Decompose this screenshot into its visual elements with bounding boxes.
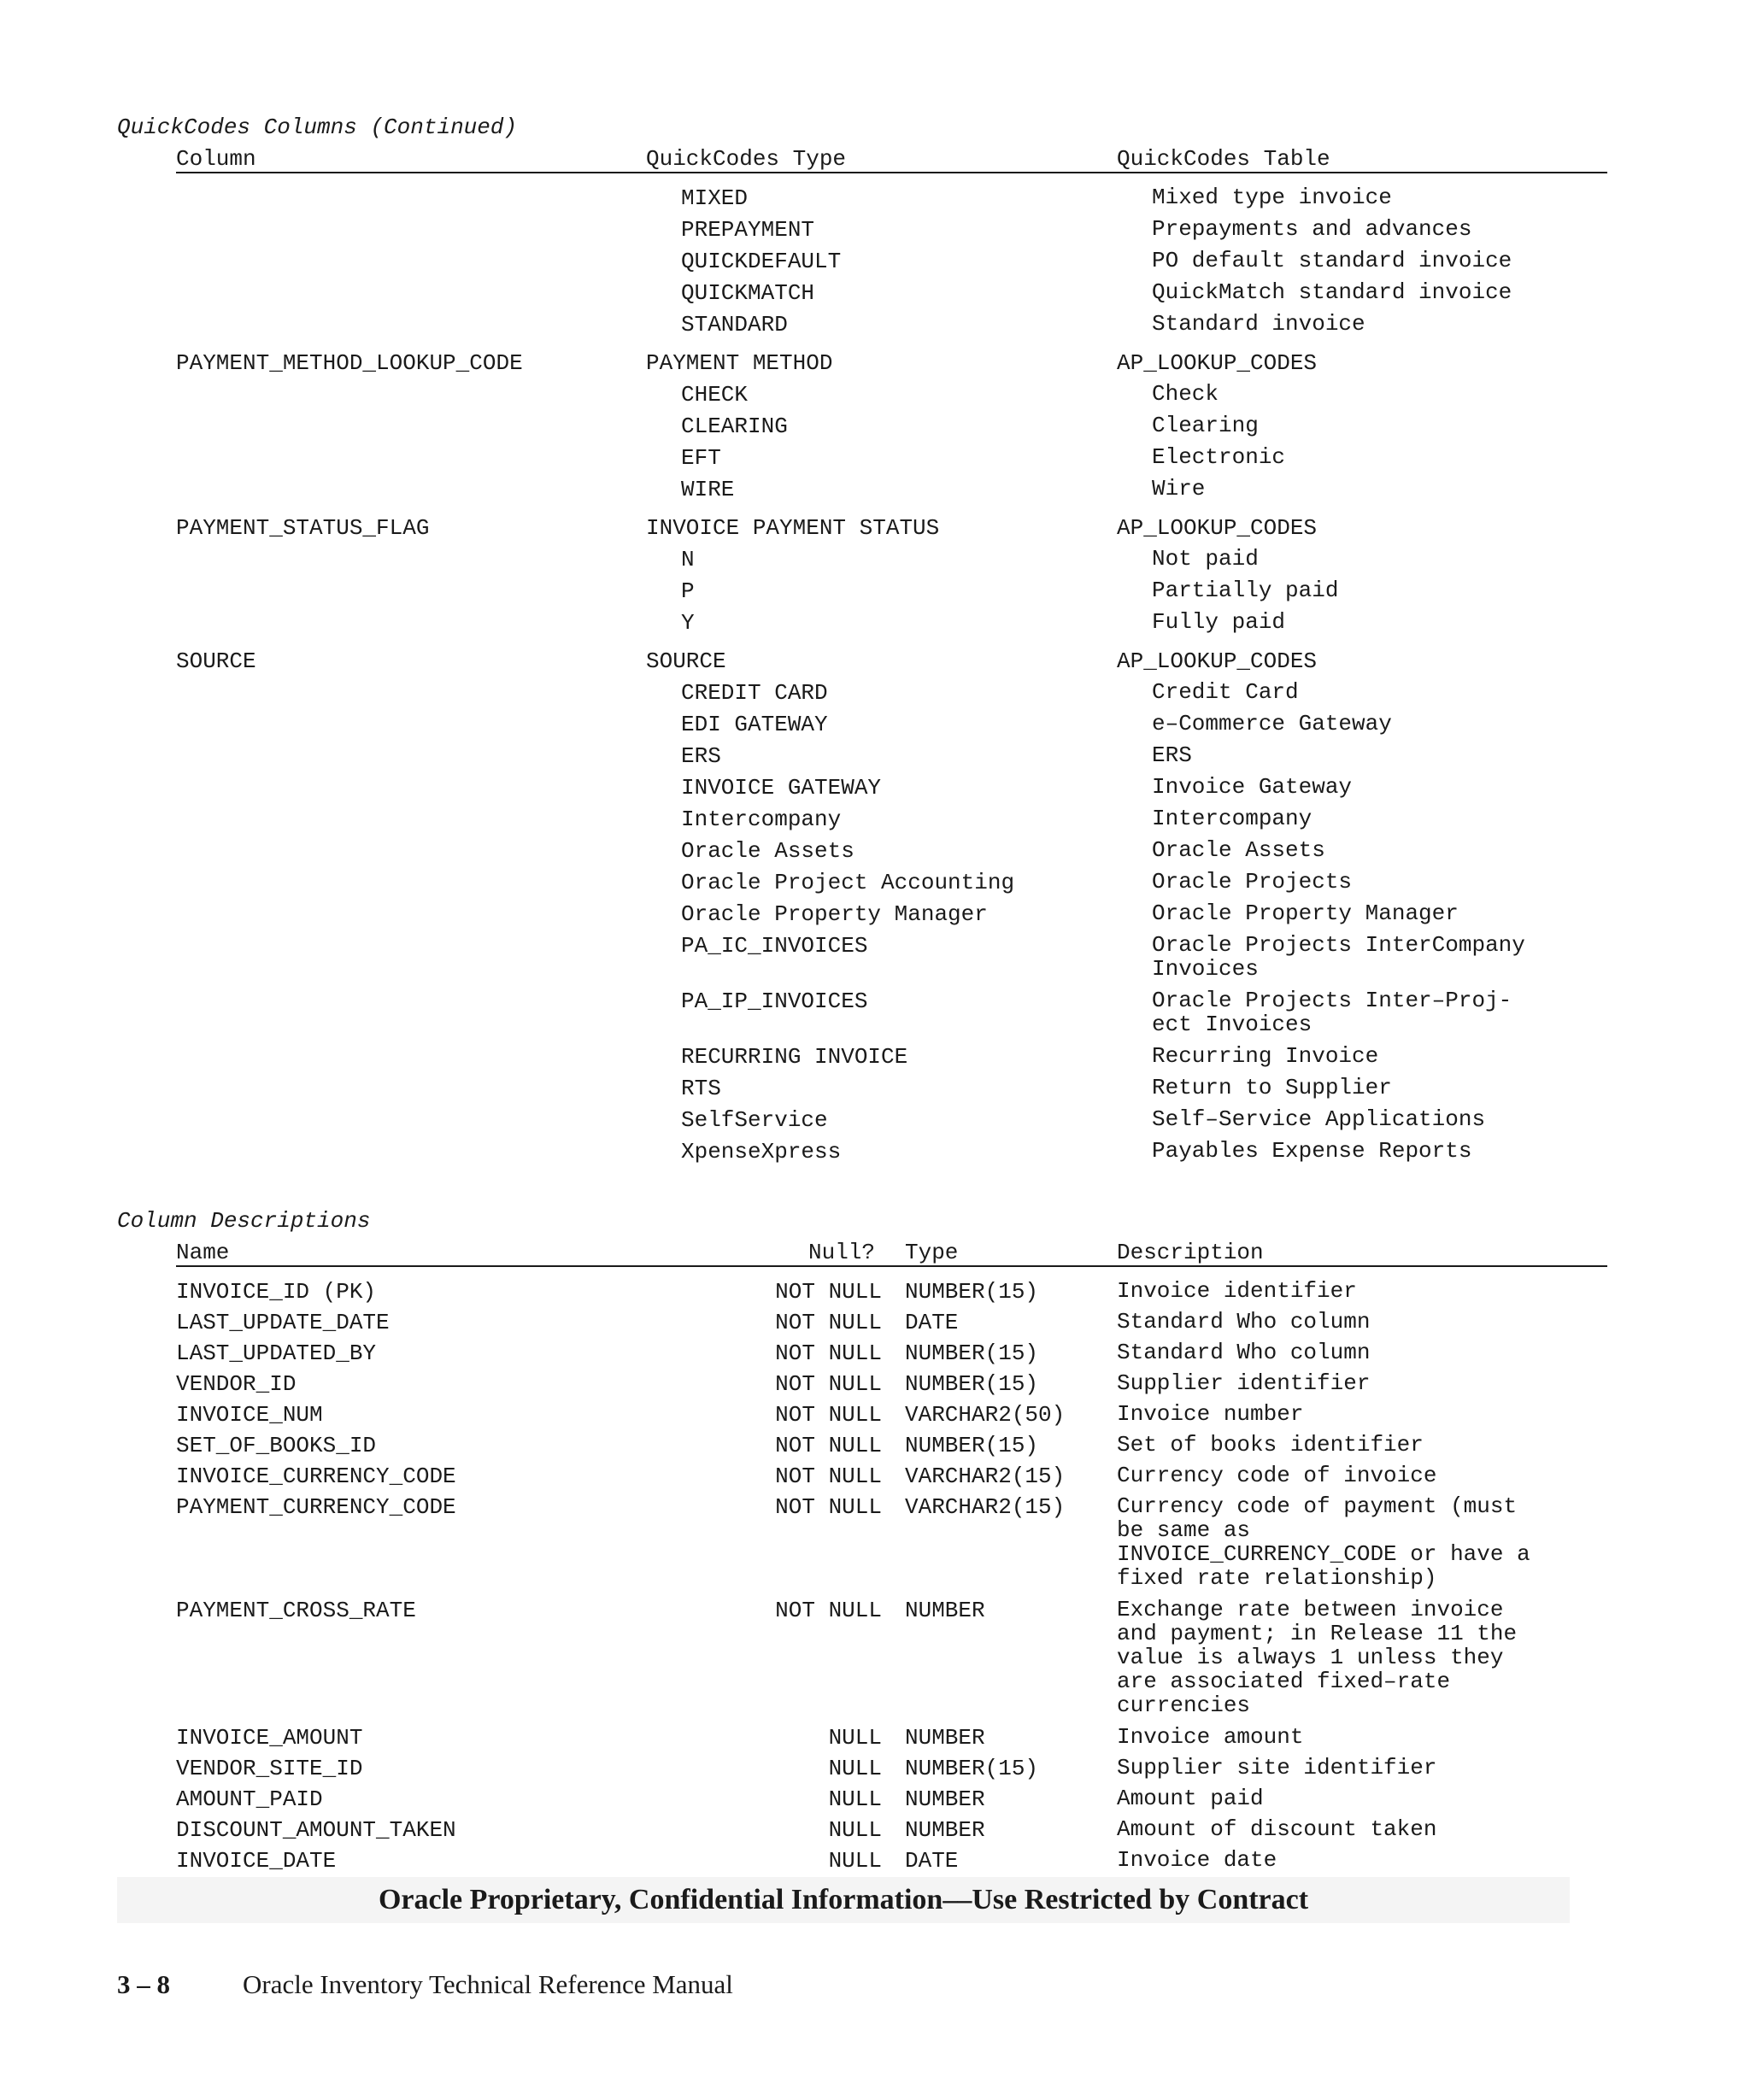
qc-meaning: Intercompany <box>1152 806 1312 831</box>
header-description: Description <box>1117 1240 1264 1265</box>
qc-code: MIXED <box>681 185 749 211</box>
desc-row-description: Amount paid <box>1117 1786 1264 1811</box>
desc-row-name: INVOICE_ID (PK) <box>176 1279 377 1305</box>
desc-row-type: NUMBER <box>905 1817 985 1843</box>
desc-row-description: Invoice date <box>1117 1847 1277 1873</box>
desc-row-type: VARCHAR2(50) <box>905 1402 1066 1428</box>
qc-code: Oracle Property Manager <box>681 901 988 927</box>
qc-code: QUICKDEFAULT <box>681 249 842 274</box>
qc-meaning: Check <box>1152 381 1219 407</box>
header-quickcodes-table: QuickCodes Table <box>1117 146 1330 172</box>
qc-meaning: Mixed type invoice <box>1152 185 1392 210</box>
desc-row-type: NUMBER(15) <box>905 1433 1039 1458</box>
desc-row-null: NULL <box>828 1848 882 1874</box>
desc-row-name: AMOUNT_PAID <box>176 1786 323 1812</box>
desc-row-type: NUMBER <box>905 1725 985 1751</box>
desc-row-type: NUMBER <box>905 1598 985 1623</box>
desc-row-type: NUMBER(15) <box>905 1279 1039 1305</box>
qc-meaning: Self–Service Applications <box>1152 1106 1486 1132</box>
qc-meaning: Clearing <box>1152 413 1259 438</box>
qc-code: PA_IP_INVOICES <box>681 988 868 1014</box>
desc-row-type: VARCHAR2(15) <box>905 1464 1066 1489</box>
qc-meaning: Prepayments and advances <box>1152 216 1472 242</box>
qc-meaning: ERS <box>1152 742 1192 768</box>
confidential-banner: Oracle Proprietary, Confidential Information––Use Restricted by Contract <box>117 1877 1570 1923</box>
desc-row-name: VENDOR_ID <box>176 1371 297 1397</box>
qc-meaning: Oracle Assets <box>1152 837 1325 863</box>
column-descriptions-title: Column Descriptions <box>117 1208 371 1234</box>
qc-meaning: Wire <box>1152 476 1206 502</box>
qc-type-name: PAYMENT METHOD <box>646 350 833 376</box>
qc-code: ERS <box>681 743 721 769</box>
desc-row-null: NULL <box>828 1756 882 1781</box>
quickcodes-section-title: QuickCodes Columns (Continued) <box>117 114 518 140</box>
qc-code: N <box>681 547 695 572</box>
desc-row-description: Set of books identifier <box>1117 1432 1424 1458</box>
desc-row-null: NULL <box>828 1817 882 1843</box>
qc-code: RECURRING INVOICE <box>681 1044 908 1070</box>
header-type: Type <box>905 1240 959 1265</box>
desc-row-name: LAST_UPDATE_DATE <box>176 1310 390 1335</box>
qc-meaning: QuickMatch standard invoice <box>1152 279 1512 305</box>
desc-row-description: Invoice identifier <box>1117 1278 1357 1304</box>
qc-code: Y <box>681 610 695 636</box>
qc-code: CLEARING <box>681 414 788 439</box>
qc-type-name: INVOICE PAYMENT STATUS <box>646 515 940 541</box>
desc-row-null: NOT NULL <box>775 1433 882 1458</box>
desc-row-name: PAYMENT_CROSS_RATE <box>176 1598 416 1623</box>
page-number: 3 – 8 <box>117 1969 170 1999</box>
qc-column-name: SOURCE <box>176 648 256 674</box>
header-quickcodes-type: QuickCodes Type <box>646 146 847 172</box>
qc-meaning: Invoice Gateway <box>1152 774 1353 800</box>
desc-row-name: INVOICE_AMOUNT <box>176 1725 363 1751</box>
desc-row-name: INVOICE_NUM <box>176 1402 323 1428</box>
desc-row-description: Supplier site identifier <box>1117 1755 1437 1780</box>
desc-row-name: VENDOR_SITE_ID <box>176 1756 363 1781</box>
desc-row-description: Exchange rate between invoice and payment; in Release 11 the value is always 1 unless they are associated fixed–rate currencies <box>1117 1597 1518 1718</box>
qc-code: STANDARD <box>681 312 788 337</box>
qc-meaning: Partially paid <box>1152 578 1339 603</box>
qc-column-name: PAYMENT_STATUS_FLAG <box>176 515 430 541</box>
qc-code: EDI GATEWAY <box>681 712 828 737</box>
desc-row-name: DISCOUNT_AMOUNT_TAKEN <box>176 1817 456 1843</box>
desc-row-null: NULL <box>828 1786 882 1812</box>
desc-row-type: NUMBER(15) <box>905 1756 1039 1781</box>
desc-row-null: NOT NULL <box>775 1494 882 1520</box>
qc-code: INVOICE GATEWAY <box>681 775 882 801</box>
qc-code: RTS <box>681 1076 721 1101</box>
desc-row-name: PAYMENT_CURRENCY_CODE <box>176 1494 456 1520</box>
qc-type-name: SOURCE <box>646 648 726 674</box>
qc-meaning: Credit Card <box>1152 679 1299 705</box>
desc-row-description: Currency code of payment (must be same as INVOICE_CURRENCY_CODE or have a fixed rate relationship) <box>1117 1493 1530 1591</box>
qc-code: Oracle Project Accounting <box>681 870 1015 895</box>
desc-row-type: VARCHAR2(15) <box>905 1494 1066 1520</box>
desc-row-name: SET_OF_BOOKS_ID <box>176 1433 377 1458</box>
desc-row-description: Invoice amount <box>1117 1724 1304 1750</box>
qc-code: Oracle Assets <box>681 838 854 864</box>
desc-row-null: NOT NULL <box>775 1598 882 1623</box>
qc-code: WIRE <box>681 477 735 502</box>
desc-row-type: NUMBER(15) <box>905 1371 1039 1397</box>
qc-code: PA_IC_INVOICES <box>681 933 868 959</box>
qc-meaning: Oracle Property Manager <box>1152 900 1459 926</box>
desc-row-null: NULL <box>828 1725 882 1751</box>
desc-row-type: NUMBER(15) <box>905 1340 1039 1366</box>
desc-row-type: DATE <box>905 1848 959 1874</box>
desc-row-null: NOT NULL <box>775 1310 882 1335</box>
qc-code: P <box>681 578 695 604</box>
desc-row-null: NOT NULL <box>775 1279 882 1305</box>
desc-row-name: INVOICE_CURRENCY_CODE <box>176 1464 456 1489</box>
qc-meaning: e–Commerce Gateway <box>1152 711 1392 736</box>
header-name: Name <box>176 1240 230 1265</box>
qc-meaning: Standard invoice <box>1152 311 1365 337</box>
qc-table-name: AP_LOOKUP_CODES <box>1117 648 1318 674</box>
qc-code: XpenseXpress <box>681 1139 842 1164</box>
desc-row-null: NOT NULL <box>775 1402 882 1428</box>
qc-code: CHECK <box>681 382 749 408</box>
qc-code: Intercompany <box>681 807 842 832</box>
qc-code: QUICKMATCH <box>681 280 815 306</box>
qc-code: EFT <box>681 445 721 471</box>
qc-meaning: Payables Expense Reports <box>1152 1138 1472 1164</box>
quickcodes-header-rule <box>176 172 1607 173</box>
desc-row-type: NUMBER <box>905 1786 985 1812</box>
qc-meaning: PO default standard invoice <box>1152 248 1512 273</box>
manual-title: Oracle Inventory Technical Reference Manual <box>243 1969 733 1999</box>
desc-row-name: LAST_UPDATED_BY <box>176 1340 377 1366</box>
desc-row-description: Currency code of invoice <box>1117 1463 1437 1488</box>
desc-row-null: NOT NULL <box>775 1340 882 1366</box>
desc-row-description: Amount of discount taken <box>1117 1816 1437 1842</box>
qc-column-name: PAYMENT_METHOD_LOOKUP_CODE <box>176 350 523 376</box>
qc-meaning: Recurring Invoice <box>1152 1043 1379 1069</box>
qc-code: PREPAYMENT <box>681 217 815 243</box>
qc-code: CREDIT CARD <box>681 680 828 706</box>
desc-row-name: INVOICE_DATE <box>176 1848 337 1874</box>
header-null: Null? <box>808 1240 876 1265</box>
qc-meaning: Fully paid <box>1152 609 1286 635</box>
desc-row-type: DATE <box>905 1310 959 1335</box>
desc-row-description: Invoice number <box>1117 1401 1304 1427</box>
desc-row-description: Supplier identifier <box>1117 1370 1371 1396</box>
qc-meaning: Electronic <box>1152 444 1286 470</box>
qc-meaning: Oracle Projects Inter–Proj- ect Invoices <box>1152 988 1512 1037</box>
qc-table-name: AP_LOOKUP_CODES <box>1117 515 1318 541</box>
header-column: Column <box>176 146 256 172</box>
qc-meaning: Return to Supplier <box>1152 1075 1392 1100</box>
qc-code: SelfService <box>681 1107 828 1133</box>
desc-row-description: Standard Who column <box>1117 1340 1371 1365</box>
descriptions-header-rule <box>176 1265 1607 1267</box>
desc-row-description: Standard Who column <box>1117 1309 1371 1334</box>
desc-row-null: NOT NULL <box>775 1464 882 1489</box>
qc-meaning: Oracle Projects <box>1152 869 1353 895</box>
qc-meaning: Not paid <box>1152 546 1259 572</box>
desc-row-null: NOT NULL <box>775 1371 882 1397</box>
qc-table-name: AP_LOOKUP_CODES <box>1117 350 1318 376</box>
qc-meaning: Oracle Projects InterCompany Invoices <box>1152 932 1525 982</box>
